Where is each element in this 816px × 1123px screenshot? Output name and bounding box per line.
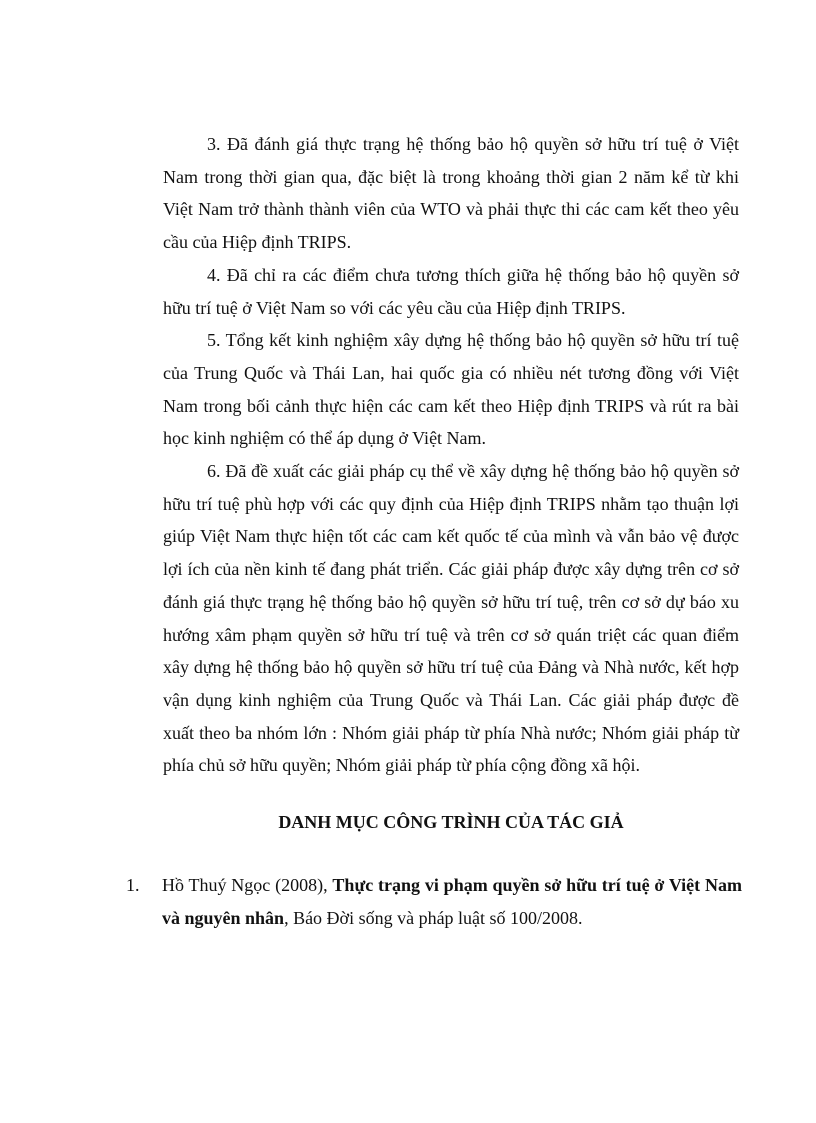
publication-title: Thực trạng vi phạm quyền sở hữu trí tuệ ở Việt Nam và nguyên nhân	[162, 875, 742, 928]
publication-source: , Báo Đời sống và pháp luật số 100/2008.	[284, 907, 583, 928]
publication-list	[126, 869, 742, 934]
publication-author: Hồ Thuý Ngọc (2008),	[162, 875, 333, 895]
summary-text	[163, 128, 739, 782]
publication-entry	[162, 869, 742, 934]
paragraph-4: 4. Đã chỉ ra các điểm chưa tương thích giữa hệ thống bảo hộ quyền sở hữu trí tuệ ở Việt Nam so với các yêu cầu của Hiệp định TRIPS.	[163, 264, 739, 318]
paragraph-5: 5. Tổng kết kinh nghiệm xây dựng hệ thống bảo hộ quyền sở hữu trí tuệ của Trung Quốc và Thái Lan, hai quốc gia có nhiều nét tương đồng với Việt Nam trong bối cảnh thực hiện các cam kết theo Hiệp định TRIPS và rút ra bài học kinh nghiệm có thể áp dụng ở Việt Nam.	[163, 330, 739, 449]
list-item-number: 1.	[126, 875, 140, 895]
list-item	[126, 869, 742, 934]
paragraph-6: 6. Đã đề xuất các giải pháp cụ thể về xây dựng hệ thống bảo hộ quyền sở hữu trí tuệ phù hợp với các quy định của Hiệp định TRIPS nhằm tạo thuận lợi giúp Việt Nam thực hiện tốt các cam kết quốc tế của mình và vẫn bảo vệ được lợi ích của nền kinh tế đang phát triển. Các giải pháp được xây dựng trên cơ sở đánh giá thực trạng hệ thống bảo hộ quyền sở hữu trí tuệ, trên cơ sở dự báo xu hướng xâm phạm quyền sở hữu trí tuệ và trên cơ sở quán triệt các quan điểm xây dựng hệ thống bảo hộ quyền sở hữu trí tuệ của Đảng và Nhà nước, kết hợp vận dụng kinh nghiệm của Trung Quốc và Thái Lan. Các giải pháp được đề xuất theo ba nhóm lớn : Nhóm giải pháp từ phía Nhà nước; Nhóm giải pháp từ phía chủ sở hữu quyền; Nhóm giải pháp từ phía cộng đồng xã hội.	[163, 461, 739, 776]
section-heading: DANH MỤC CÔNG TRÌNH CỦA TÁC GIẢ	[278, 812, 624, 832]
paragraph-3: 3. Đã đánh giá thực trạng hệ thống bảo hộ quyền sở hữu trí tuệ ở Việt Nam trong thời gian qua, đặc biệt là trong khoảng thời gian 2 năm kể từ khi Việt Nam trở thành thành viên của WTO và phải thực thi các cam kết theo yêu cầu của Hiệp định TRIPS.	[163, 134, 739, 253]
